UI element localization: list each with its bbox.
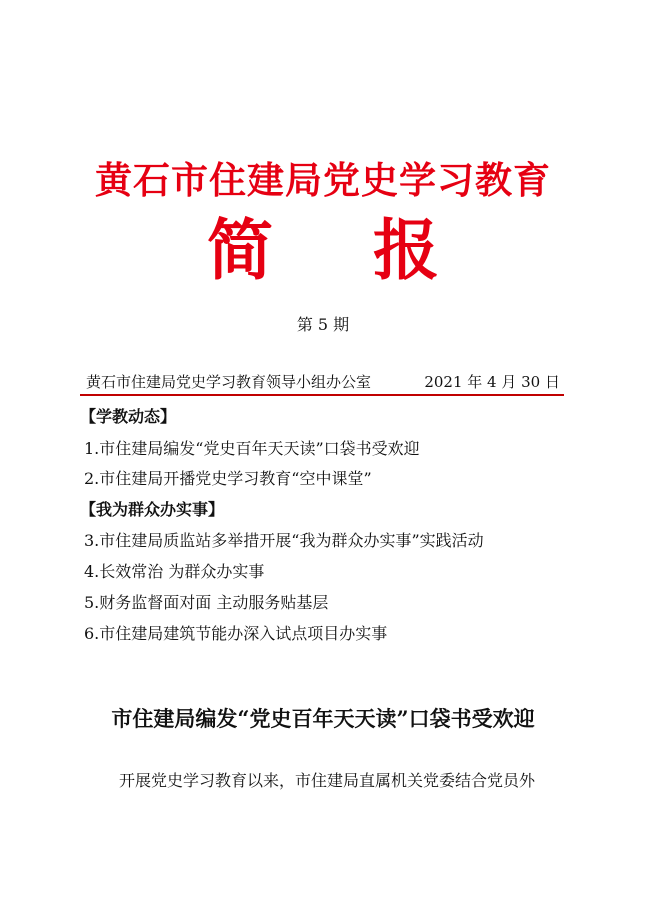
issue-number: 第 5 期 (296, 315, 350, 334)
publisher-row (86, 371, 564, 391)
jianbao-char-jian: 简 (207, 211, 273, 289)
bulletin-title: 黄石市住建局党史学习教育 (95, 158, 551, 202)
toc-item: 6.市住建局建筑节能办深入试点项目办实事 (84, 624, 388, 643)
article-body-line: 开展党史学习教育以来，市住建局直属机关党委结合党员外 (119, 771, 536, 790)
article-title: 市住建局编发“党史百年天天读”口袋书受欢迎 (111, 706, 535, 731)
jianbao-char-bao: 报 (373, 211, 439, 289)
toc-item: 4.长效常治 为群众办实事 (84, 562, 265, 581)
toc-item: 5.财务监督面对面 主动服务贴基层 (84, 593, 329, 612)
section-heading-xuejiao: 【学教动态】 (80, 407, 177, 426)
section-heading-banshishi: 【我为群众办实事】 (80, 500, 225, 519)
toc-item: 1.市住建局编发“党史百年天天读”口袋书受欢迎 (84, 439, 420, 458)
publisher-org: 黄石市住建局党史学习教育领导小组办公室 (86, 373, 372, 391)
toc-item: 2.市住建局开播党史学习教育“空中课堂” (84, 469, 372, 488)
bulletin-jianbao (0, 210, 646, 290)
publish-date: 2021 年 4 月 30 日 (424, 373, 560, 391)
toc-item: 3.市住建局质监站多举措开展“我为群众办实事”实践活动 (84, 531, 484, 550)
red-divider (80, 394, 564, 396)
